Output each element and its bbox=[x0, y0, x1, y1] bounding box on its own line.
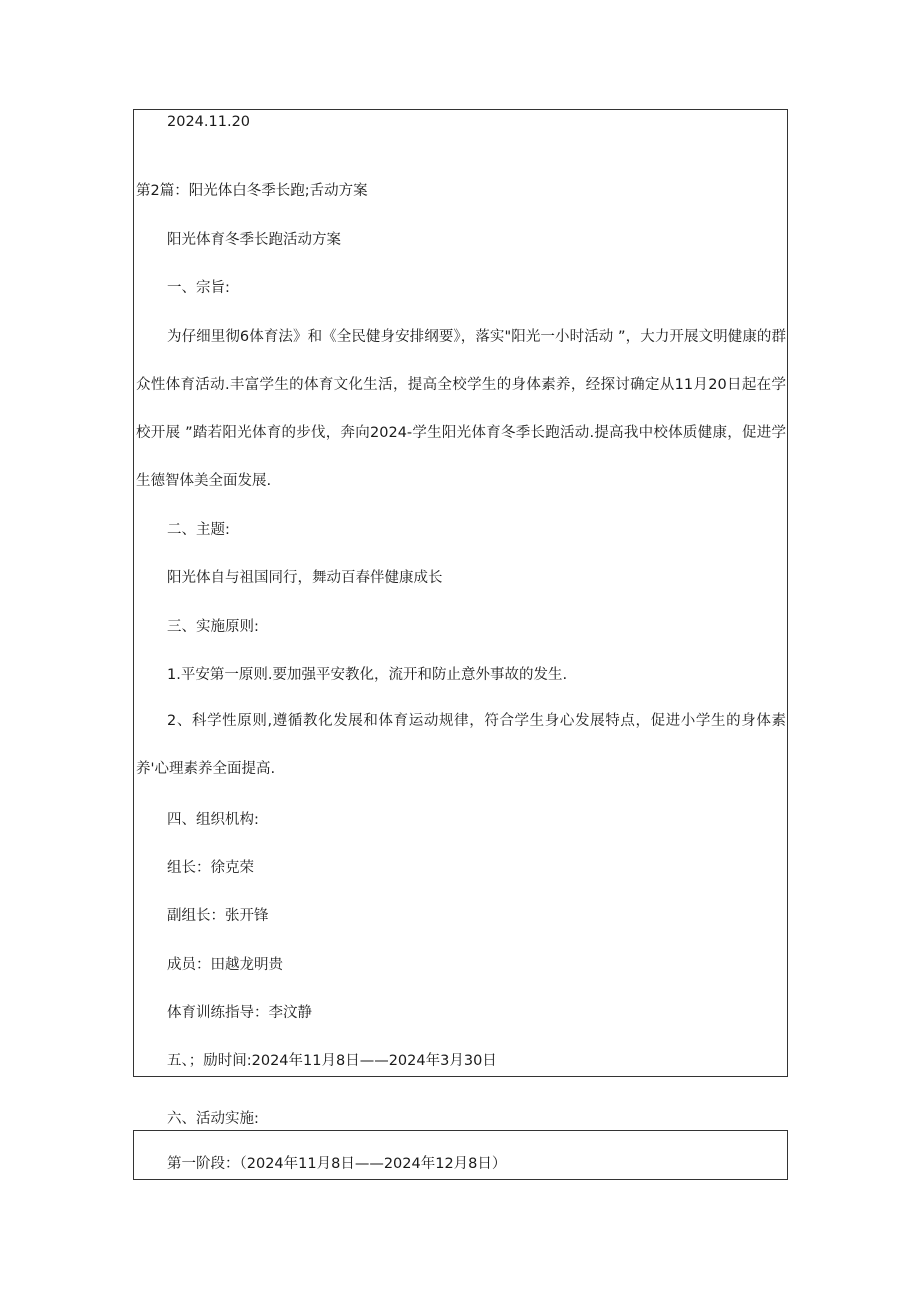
leader-line: 组长：徐克荣 bbox=[167, 860, 254, 876]
article-heading: 第2篇：阳光体白冬季长跑;舌动方案 bbox=[136, 183, 368, 199]
phase-one-line: 第一阶段：（2024年11月8日——2024年12月8日） bbox=[167, 1156, 507, 1172]
implementation-heading: 六、活动实施: bbox=[167, 1111, 259, 1127]
purpose-heading: 一、宗旨: bbox=[167, 280, 230, 296]
content-frame bbox=[133, 109, 788, 1077]
members-line: 成员：田越龙明贵 bbox=[167, 957, 283, 973]
document-date: 2024.11.20 bbox=[167, 114, 251, 130]
deputy-leader-line: 副组长：张开锋 bbox=[167, 908, 269, 924]
principles-heading: 三、实施原则: bbox=[167, 619, 259, 635]
schedule-line: 五、；励时间:2024年11月8日——2024年3月30日 bbox=[167, 1053, 497, 1069]
principle-safety: 1.平安第一原则.要加强平安教化，流开和防止意外事故的发生. bbox=[167, 667, 568, 683]
theme-heading: 二、主题: bbox=[167, 522, 230, 538]
principle-science: 2、科学性原则,遵循教化发展和体育运动规律，符合学生身心发展特点，促进小学生的身体素养'心理素养全面提高. bbox=[136, 713, 786, 777]
document-title: 阳光体育冬季长跑活动方案 bbox=[167, 232, 341, 248]
organization-heading: 四、组织机构: bbox=[167, 812, 259, 828]
purpose-paragraph: 为仔细里彻6体育法》和《全民健身安排纲要》，落实"阳光一小时活动 ”，大力开展文明健康的群众性体育活动.丰富学生的体育文化生活，提高全校学生的身体素养，经探讨确定从11月20日起在学校开展 ”踏若阳光体育的步伐，奔向2024-学生阳光体育冬季长跑活动.提高我中校体质健康，促进学生德智体美全面发展. bbox=[136, 329, 786, 489]
theme-text: 阳光体自与祖国同行，舞动百春伴健康成长 bbox=[167, 570, 443, 586]
coach-line: 体育训练指导：李汶静 bbox=[167, 1005, 312, 1021]
